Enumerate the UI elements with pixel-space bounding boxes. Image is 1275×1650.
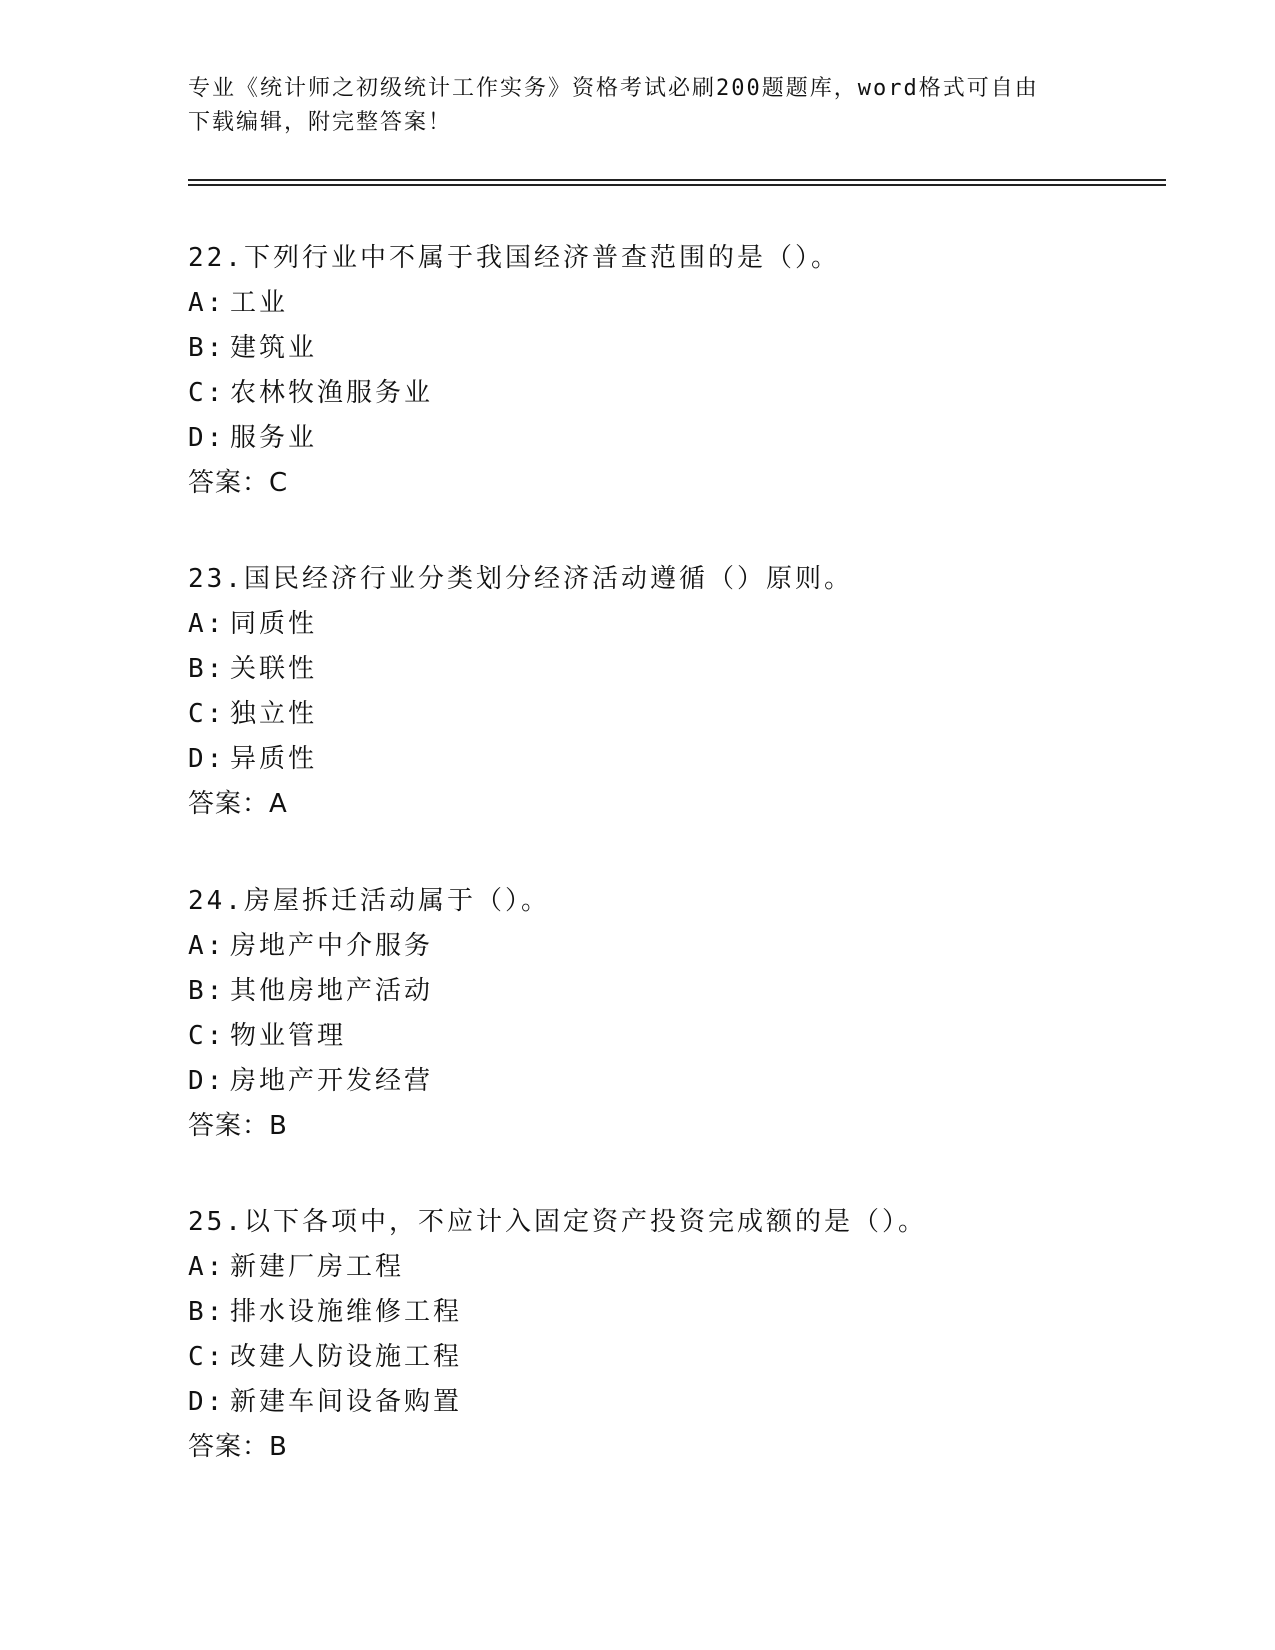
option-d (188, 416, 1168, 461)
option-d (188, 737, 1168, 782)
option-key: A: (188, 931, 226, 961)
option-key: B: (188, 333, 226, 363)
option-key: D: (188, 1387, 226, 1417)
option-d (188, 1380, 1168, 1425)
question-22 (188, 236, 1168, 506)
option-text: 建筑业 (230, 333, 318, 363)
document-header (188, 72, 1068, 140)
answer-line: 答案：A (188, 789, 288, 819)
question-title: 24.房屋拆迁活动属于（）。 (188, 886, 550, 916)
option-a (188, 924, 1168, 969)
option-b (188, 326, 1168, 371)
answer-line: 答案：B (188, 1432, 288, 1462)
option-c (188, 692, 1168, 737)
option-a (188, 602, 1168, 647)
option-key: C: (188, 378, 226, 408)
option-text: 工业 (230, 288, 289, 318)
question-title: 22.下列行业中不属于我国经济普查范围的是（）。 (188, 243, 840, 273)
option-c (188, 371, 1168, 416)
option-text: 房地产开发经营 (230, 1066, 434, 1096)
option-b (188, 969, 1168, 1014)
header-divider (188, 179, 1166, 181)
option-key: B: (188, 1297, 226, 1327)
option-key: A: (188, 1252, 226, 1282)
option-text: 新建车间设备购置 (230, 1387, 463, 1417)
option-key: B: (188, 654, 226, 684)
answer-line: 答案：B (188, 1111, 288, 1141)
option-a (188, 1245, 1168, 1290)
option-text: 新建厂房工程 (230, 1252, 405, 1282)
option-b (188, 1290, 1168, 1335)
question-title: 25.以下各项中，不应计入固定资产投资完成额的是（）。 (188, 1207, 927, 1237)
option-text: 关联性 (230, 654, 318, 684)
option-key: D: (188, 423, 226, 453)
option-text: 改建人防设施工程 (230, 1342, 463, 1372)
option-text: 房地产中介服务 (230, 931, 434, 961)
option-key: A: (188, 288, 226, 318)
option-key: B: (188, 976, 226, 1006)
option-key: C: (188, 699, 226, 729)
question-24 (188, 879, 1168, 1149)
option-key: A: (188, 609, 226, 639)
header-divider (188, 184, 1166, 186)
question-23 (188, 557, 1168, 827)
option-key: D: (188, 1066, 226, 1096)
option-key: D: (188, 744, 226, 774)
option-text: 同质性 (230, 609, 318, 639)
option-text: 排水设施维修工程 (230, 1297, 463, 1327)
option-a (188, 281, 1168, 326)
option-c (188, 1014, 1168, 1059)
option-d (188, 1059, 1168, 1104)
question-25 (188, 1200, 1168, 1470)
option-text: 独立性 (230, 699, 318, 729)
option-text: 其他房地产活动 (230, 976, 434, 1006)
answer-line: 答案：C (188, 468, 289, 498)
option-text: 农林牧渔服务业 (230, 378, 434, 408)
option-key: C: (188, 1021, 226, 1051)
option-b (188, 647, 1168, 692)
option-text: 异质性 (230, 744, 318, 774)
option-c (188, 1335, 1168, 1380)
question-title: 23.国民经济行业分类划分经济活动遵循（）原则。 (188, 564, 853, 594)
option-text: 物业管理 (230, 1021, 347, 1051)
option-text: 服务业 (230, 423, 318, 453)
header-intro-line: 下载编辑，附完整答案！ (188, 110, 453, 135)
option-key: C: (188, 1342, 226, 1372)
header-intro-line: 专业《统计师之初级统计工作实务》资格考试必刷200题题库，word格式可自由 (188, 76, 1039, 101)
